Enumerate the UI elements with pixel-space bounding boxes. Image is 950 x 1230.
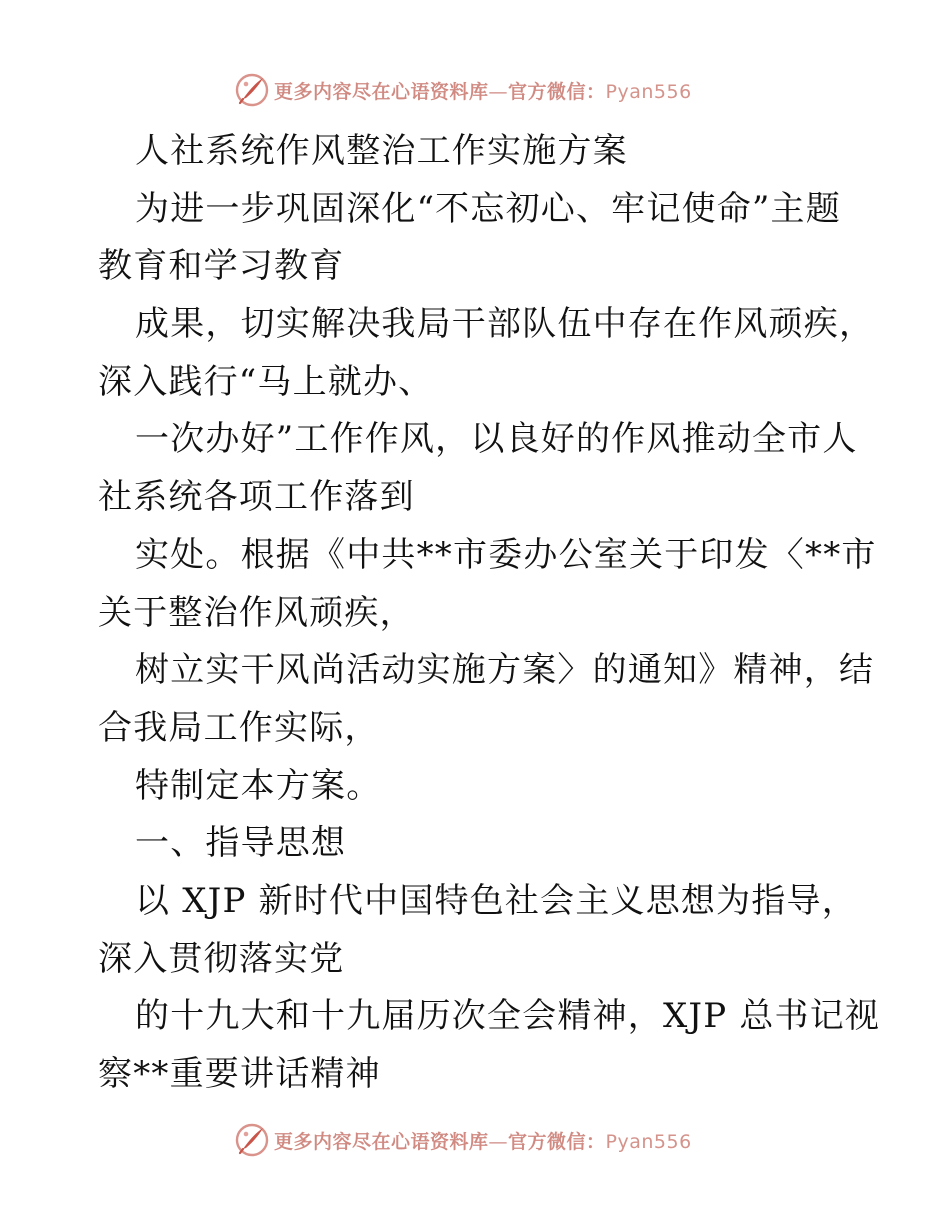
text-line: 教育和学习教育 <box>98 246 345 287</box>
document-body <box>98 123 881 1104</box>
banner-official-label: 官方微信： <box>508 80 606 103</box>
text-line: 察**重要讲话精神 <box>98 1054 381 1094</box>
banner-wechat-id: Pyan556 <box>605 1130 692 1153</box>
text-line: 的十九大和十九届历次全会精神，XJP 总书记视 <box>135 996 881 1037</box>
banner-separator: — <box>488 80 509 103</box>
text-line: 深入践行“马上就办、 <box>98 361 434 402</box>
text-line: 合我局工作实际， <box>98 707 380 748</box>
text-line: 树立实干风尚活动实施方案〉的通知》精神，结 <box>135 650 875 691</box>
text-line: 成果，切实解决我局干部队伍中存在作风顽疾， <box>135 304 875 345</box>
banner-official-label: 官方微信： <box>508 1130 606 1153</box>
text-line: 为进一步巩固深化“不忘初心、牢记使命”主题 <box>135 188 841 229</box>
text-line: 实处。根据《中共**市委办公室关于印发〈**市 <box>135 534 877 575</box>
quill-logo-icon <box>234 1122 270 1158</box>
banner-text <box>274 1127 692 1154</box>
text-line: 人社系统作风整治工作实施方案 <box>135 131 628 171</box>
banner-text <box>274 77 692 104</box>
header-watermark-banner <box>234 70 692 110</box>
banner-title: 更多内容尽在心语资料库 <box>274 1130 489 1153</box>
text-line: 一、指导思想 <box>135 823 347 864</box>
footer-watermark-banner <box>234 1120 692 1160</box>
banner-title: 更多内容尽在心语资料库 <box>274 80 489 103</box>
text-line: 特制定本方案。 <box>135 765 382 806</box>
text-line: 关于整治作风顽疾， <box>98 592 415 633</box>
text-line: 社系统各项工作落到 <box>98 477 415 518</box>
text-line: 以 XJP 新时代中国特色社会主义思想为指导， <box>135 880 857 921</box>
text-line: 一次办好”工作作风，以良好的作风推动全市人 <box>135 419 858 460</box>
banner-wechat-id: Pyan556 <box>605 80 692 103</box>
text-line: 深入贯彻落实党 <box>98 938 345 979</box>
banner-separator: — <box>488 1130 509 1153</box>
quill-logo-icon <box>234 72 270 108</box>
